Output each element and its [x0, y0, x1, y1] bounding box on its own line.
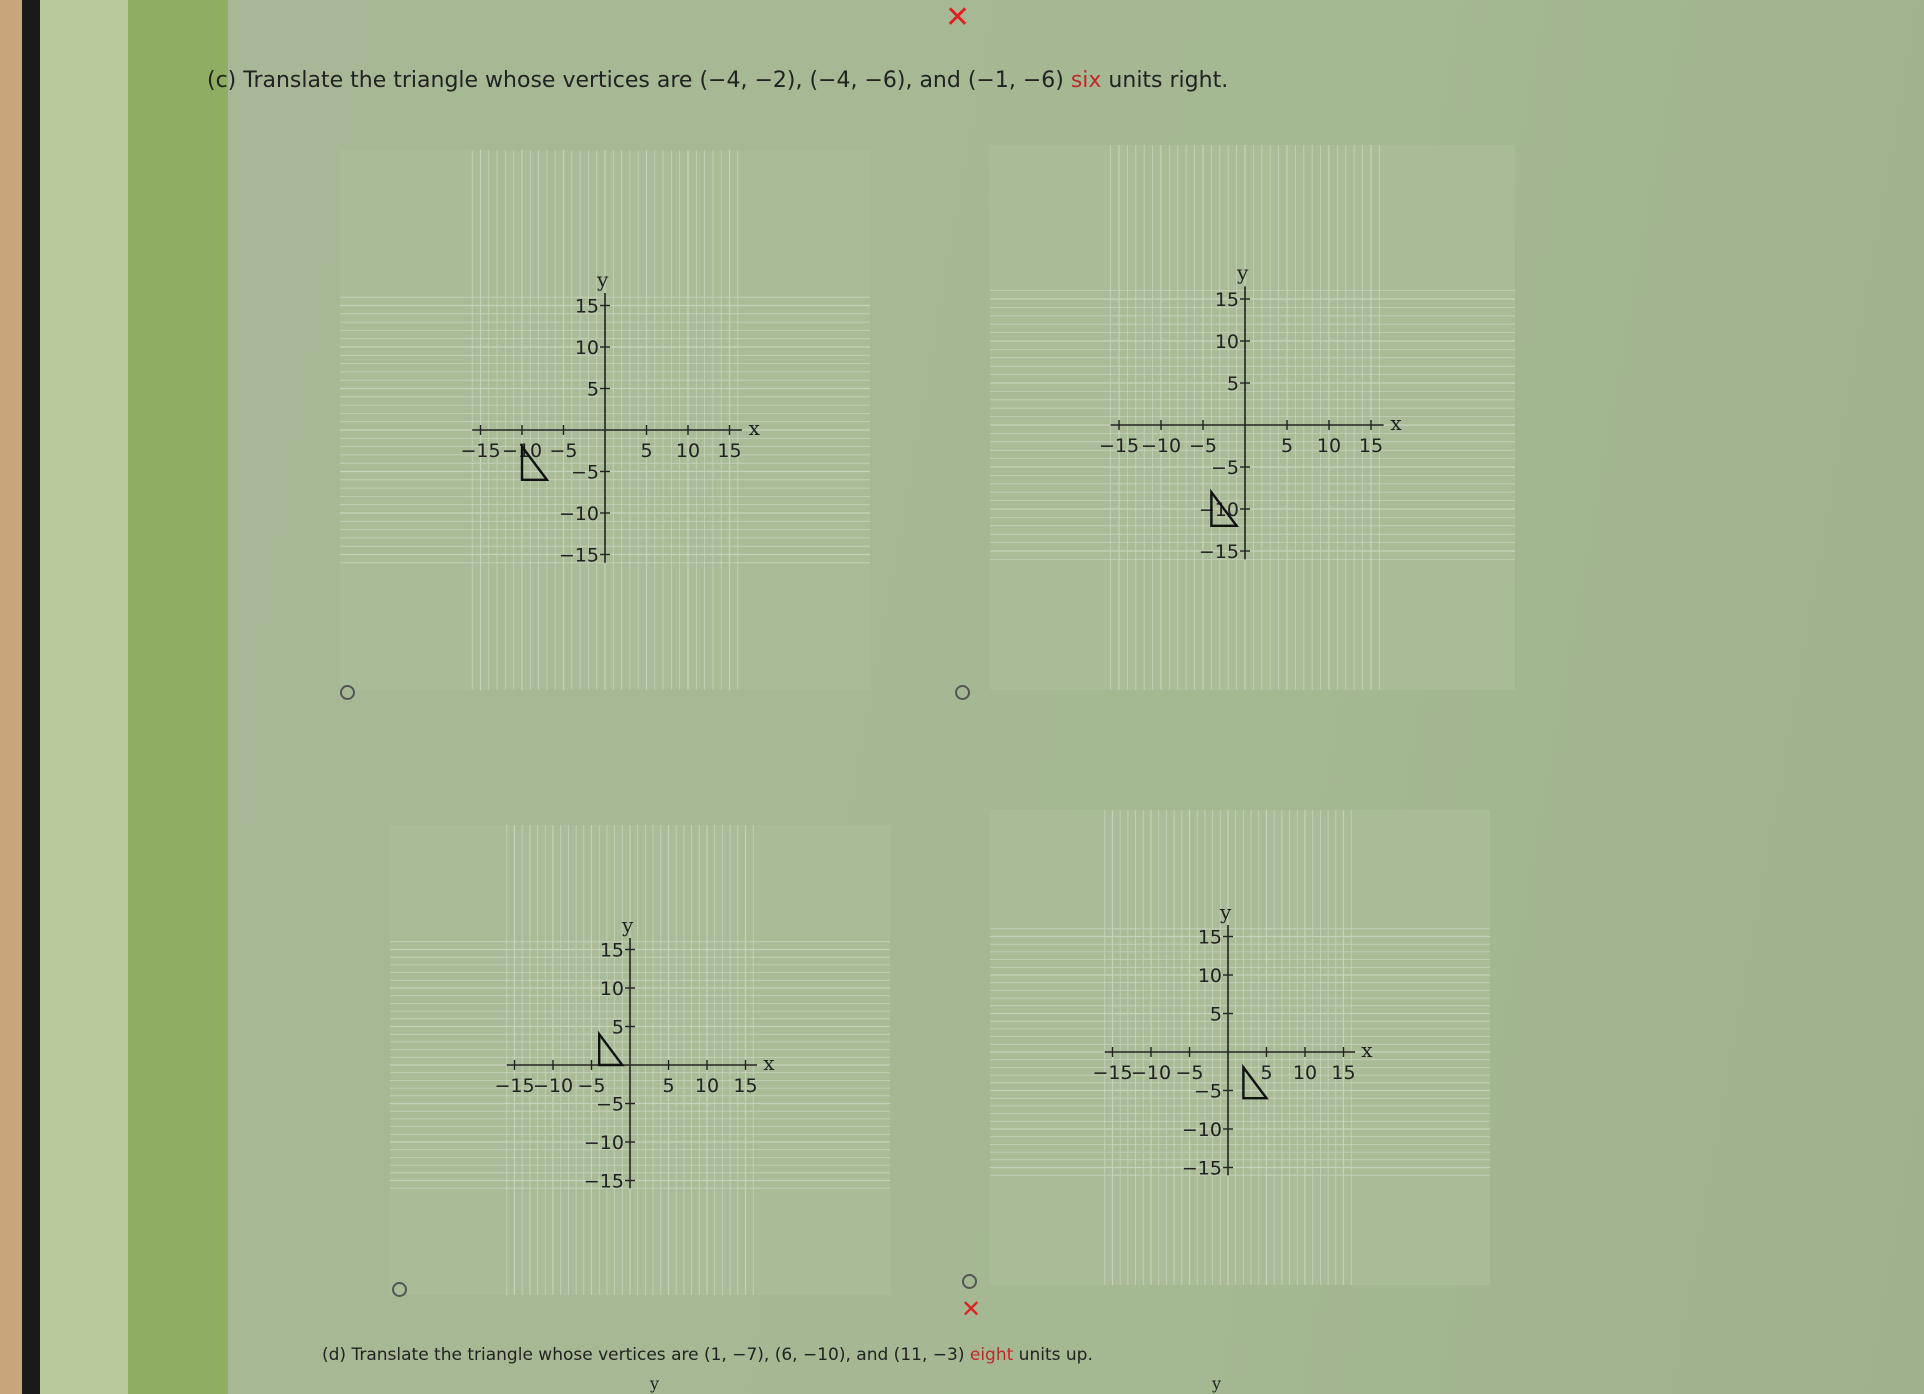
y-tick-label: 15 — [599, 939, 624, 962]
sidebar-strip-accent — [128, 0, 228, 1394]
x-tick-label: 15 — [1331, 1062, 1356, 1084]
x-tick-label: −10 — [501, 440, 543, 462]
x-tick-label: −15 — [460, 440, 501, 462]
x-tick-label: 5 — [1280, 435, 1294, 457]
x-tick-label: 15 — [1358, 435, 1384, 457]
y-tick-label: 5 — [586, 378, 599, 401]
x-tick-label: 10 — [675, 440, 701, 462]
incorrect-mark-option-d: ✕ — [961, 1295, 982, 1323]
y-tick-label: 15 — [1214, 289, 1239, 311]
next-graph-y-label-right: y — [1212, 1374, 1222, 1393]
y-tick-label: −15 — [1198, 541, 1239, 563]
y-axis-label: y — [622, 912, 634, 937]
x-axis-label: x — [748, 416, 760, 440]
y-tick-label: 10 — [599, 978, 624, 1000]
x-tick-label: 15 — [717, 440, 742, 462]
radio-option-d[interactable] — [962, 1274, 977, 1289]
y-tick-label: −15 — [1181, 1157, 1222, 1180]
graph-option-a — [330, 100, 900, 710]
x-tick-label: 10 — [694, 1075, 720, 1097]
question-d-suffix: units up. — [1013, 1345, 1093, 1365]
y-axis-label: y — [1237, 260, 1249, 285]
x-tick-label: 5 — [662, 1075, 675, 1097]
radio-option-a[interactable] — [340, 685, 355, 700]
y-axis-label: y — [597, 267, 609, 292]
radio-option-b[interactable] — [955, 685, 970, 700]
y-tick-label: −15 — [583, 1170, 624, 1193]
y-tick-label: −5 — [1210, 457, 1239, 479]
y-tick-label: 15 — [1197, 926, 1222, 949]
grid-background — [990, 145, 1515, 690]
incorrect-mark-top: ✕ — [945, 0, 971, 35]
question-c-suffix: units right. — [1101, 68, 1229, 93]
question-c-amount: six — [1070, 68, 1102, 93]
y-tick-label: 5 — [1209, 1003, 1222, 1026]
x-axis-label: x — [763, 1051, 775, 1075]
question-d-amount: eight — [969, 1345, 1014, 1365]
question-c — [207, 68, 1228, 93]
question-d — [322, 1345, 1093, 1365]
x-tick-label: −5 — [577, 1075, 606, 1097]
x-tick-label: −15 — [1098, 435, 1140, 457]
y-tick-label: −10 — [558, 503, 599, 525]
y-tick-label: −10 — [1181, 1119, 1222, 1141]
x-tick-label: 10 — [1292, 1062, 1318, 1084]
y-tick-label: 5 — [611, 1016, 624, 1039]
graph-option-b — [970, 100, 1540, 710]
question-d-vertices: (1, −7), (6, −10), and (11, −3) — [703, 1345, 965, 1365]
grid-background — [990, 810, 1490, 1285]
x-tick-label: 5 — [1260, 1062, 1273, 1084]
y-axis-label: y — [1220, 899, 1232, 924]
x-tick-label: 5 — [640, 440, 653, 462]
y-tick-label: −5 — [570, 461, 599, 484]
question-d-prefix: (d) Translate the triangle whose vertices are — [322, 1345, 704, 1365]
x-tick-label: −15 — [494, 1075, 535, 1097]
sidebar-strip — [40, 0, 128, 1394]
x-tick-label: −15 — [1092, 1062, 1133, 1084]
y-tick-label: −10 — [1198, 499, 1239, 521]
y-tick-label: −10 — [583, 1132, 624, 1154]
grid-background — [390, 825, 890, 1295]
y-tick-label: 15 — [574, 295, 599, 318]
y-tick-label: 10 — [1214, 331, 1239, 353]
x-tick-label: 15 — [733, 1075, 758, 1097]
x-axis-label: x — [1390, 411, 1402, 435]
x-tick-label: −10 — [532, 1075, 574, 1097]
y-tick-label: 10 — [1197, 965, 1222, 987]
y-tick-label: −15 — [558, 544, 599, 567]
x-axis-label: x — [1361, 1038, 1373, 1062]
question-c-vertices: (−4, −2), (−4, −6), and (−1, −6) — [699, 68, 1064, 93]
x-tick-label: −10 — [1130, 1062, 1172, 1084]
y-tick-label: −5 — [1193, 1080, 1222, 1103]
x-tick-label: 10 — [1316, 435, 1342, 457]
y-tick-label: 5 — [1226, 373, 1239, 395]
desk-edge — [0, 0, 22, 1394]
y-tick-label: 10 — [574, 337, 599, 359]
graph-option-d — [970, 770, 1510, 1290]
radio-option-c[interactable] — [392, 1282, 407, 1297]
x-tick-label: −10 — [1140, 435, 1182, 457]
question-c-prefix: (c) Translate the triangle whose vertices are — [207, 68, 700, 93]
x-tick-label: −5 — [1175, 1062, 1204, 1084]
x-tick-label: −5 — [1188, 435, 1218, 457]
y-tick-label: −5 — [595, 1093, 624, 1116]
x-tick-label: −5 — [549, 440, 578, 462]
next-graph-y-label-left: y — [650, 1374, 660, 1393]
graph-option-c — [385, 780, 905, 1310]
